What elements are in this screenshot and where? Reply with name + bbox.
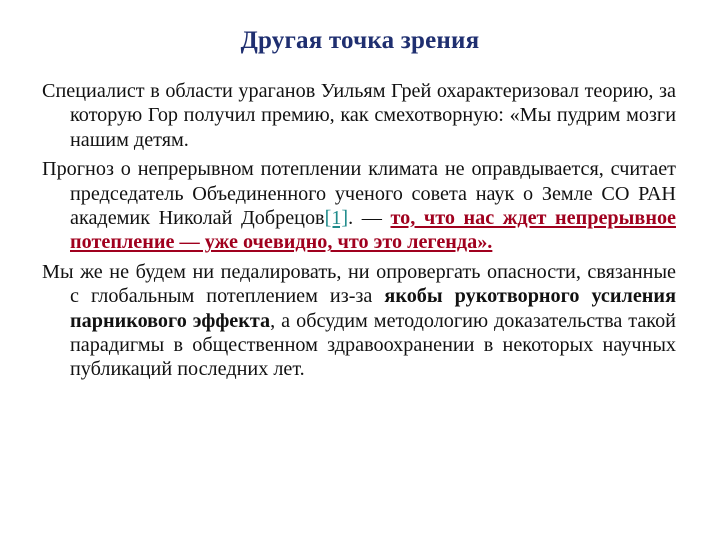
reference-link[interactable]: [1] [324,207,349,230]
paragraph-gray-quote [42,79,676,152]
slide-body [42,79,676,387]
highlighted-quote: то, что нас ждет непрерывное потепление — уже очевидно, что это легенда». [70,207,676,254]
paragraph-2-text: Прогноз о непрерывном потеплении климата не оправдывается, считает председатель Объединенного ученого совета наук о Земле СО РАН академик Николай Добрецов [42,158,676,230]
paragraph-2-dash: . — [348,207,391,230]
paragraph-3-text-after: , а обсудим методологию доказательства такой парадигмы в общественном здравоохранении в некоторых научных публикаций последних лет. [70,309,676,381]
paragraph-1-text: Специалист в области ураганов Уильям Грей охарактеризовал теорию, за которую Гор получил премию, как смехотворную: «Мы пудрим мозги нашим детям. [42,80,676,151]
paragraph-3-text-before: Мы же не будем ни педалировать, ни опровергать опасности, связанные с глобальным потеплением из-за [42,260,676,308]
emphasized-phrase: якобы рукотворного усиления парникового эффекта [70,285,676,332]
paragraph-methodology [42,260,676,382]
paragraph-dobretsov [42,157,676,255]
slide-title: Другая точка зрения [240,27,480,54]
